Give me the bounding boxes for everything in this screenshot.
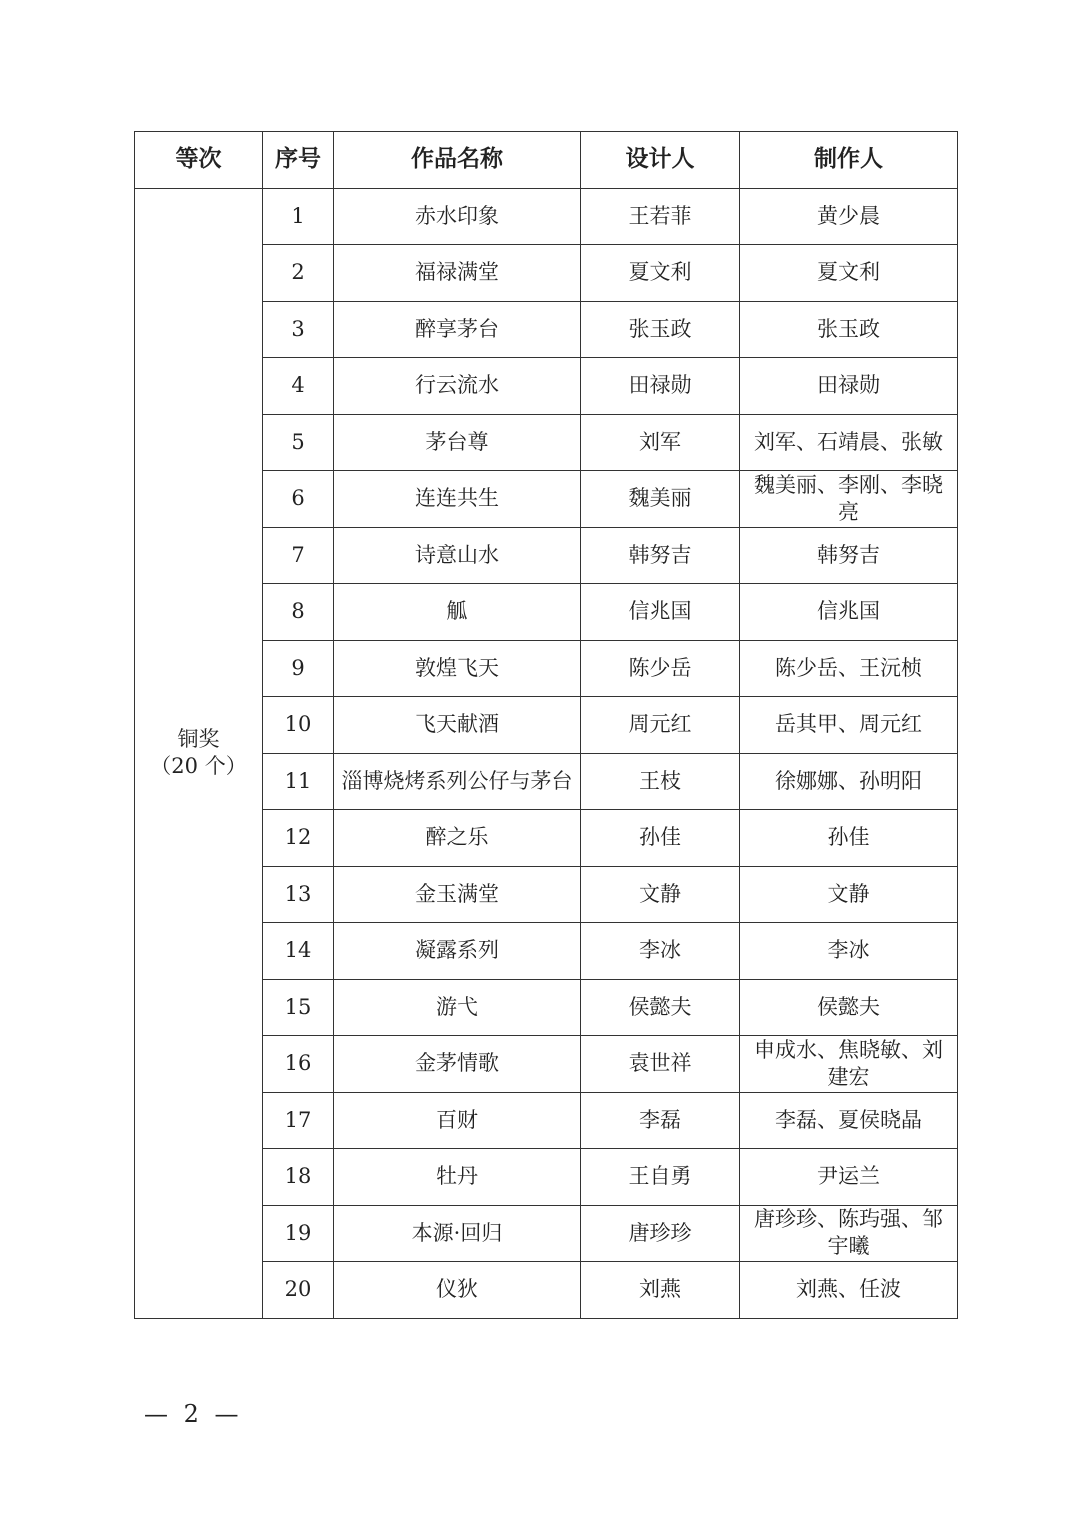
header-grade: 等次 bbox=[135, 132, 263, 189]
row-number: 5 bbox=[263, 414, 334, 471]
work-title: 金茅情歌 bbox=[334, 1036, 581, 1093]
row-number: 19 bbox=[263, 1205, 334, 1262]
work-title: 凝露系列 bbox=[334, 923, 581, 980]
designer: 刘军 bbox=[581, 414, 740, 471]
row-number: 9 bbox=[263, 640, 334, 697]
maker: 岳其甲、周元红 bbox=[740, 697, 958, 754]
maker: 陈少岳、王沅桢 bbox=[740, 640, 958, 697]
designer: 田禄勋 bbox=[581, 358, 740, 415]
maker: 黄少晨 bbox=[740, 188, 958, 245]
row-number: 14 bbox=[263, 923, 334, 980]
table-header-row bbox=[135, 132, 958, 189]
work-title: 诗意山水 bbox=[334, 527, 581, 584]
designer: 张玉政 bbox=[581, 301, 740, 358]
maker: 韩努吉 bbox=[740, 527, 958, 584]
work-title: 游弋 bbox=[334, 979, 581, 1036]
work-title: 淄博烧烤系列公仔与茅台 bbox=[334, 753, 581, 810]
header-title: 作品名称 bbox=[334, 132, 581, 189]
maker: 李冰 bbox=[740, 923, 958, 980]
work-title: 敦煌飞天 bbox=[334, 640, 581, 697]
table-row bbox=[135, 188, 958, 245]
maker: 张玉政 bbox=[740, 301, 958, 358]
work-title: 仪狄 bbox=[334, 1262, 581, 1319]
work-title: 觚 bbox=[334, 584, 581, 641]
row-number: 18 bbox=[263, 1149, 334, 1206]
work-title: 赤水印象 bbox=[334, 188, 581, 245]
maker: 魏美丽、李刚、李晓亮 bbox=[740, 471, 958, 528]
designer: 魏美丽 bbox=[581, 471, 740, 528]
work-title: 醉之乐 bbox=[334, 810, 581, 867]
header-maker: 制作人 bbox=[740, 132, 958, 189]
designer: 陈少岳 bbox=[581, 640, 740, 697]
designer: 王若菲 bbox=[581, 188, 740, 245]
maker: 唐珍珍、陈玙强、邹宇曦 bbox=[740, 1205, 958, 1262]
maker: 徐娜娜、孙明阳 bbox=[740, 753, 958, 810]
maker: 李磊、夏侯晓晶 bbox=[740, 1092, 958, 1149]
work-title: 百财 bbox=[334, 1092, 581, 1149]
maker: 信兆国 bbox=[740, 584, 958, 641]
row-number: 17 bbox=[263, 1092, 334, 1149]
maker: 申成水、焦晓敏、刘建宏 bbox=[740, 1036, 958, 1093]
work-title: 福禄满堂 bbox=[334, 245, 581, 302]
work-title: 行云流水 bbox=[334, 358, 581, 415]
row-number: 11 bbox=[263, 753, 334, 810]
designer: 孙佳 bbox=[581, 810, 740, 867]
row-number: 4 bbox=[263, 358, 334, 415]
row-number: 1 bbox=[263, 188, 334, 245]
work-title: 金玉满堂 bbox=[334, 866, 581, 923]
work-title: 醉享茅台 bbox=[334, 301, 581, 358]
maker: 尹运兰 bbox=[740, 1149, 958, 1206]
designer: 王枝 bbox=[581, 753, 740, 810]
row-number: 10 bbox=[263, 697, 334, 754]
work-title: 茅台尊 bbox=[334, 414, 581, 471]
maker: 田禄勋 bbox=[740, 358, 958, 415]
awards-table bbox=[134, 131, 958, 1319]
maker: 孙佳 bbox=[740, 810, 958, 867]
work-title: 飞天献酒 bbox=[334, 697, 581, 754]
row-number: 15 bbox=[263, 979, 334, 1036]
designer: 李冰 bbox=[581, 923, 740, 980]
row-number: 2 bbox=[263, 245, 334, 302]
header-designer: 设计人 bbox=[581, 132, 740, 189]
header-number: 序号 bbox=[263, 132, 334, 189]
designer: 信兆国 bbox=[581, 584, 740, 641]
page-number: — 2 — bbox=[144, 1400, 243, 1428]
work-title: 牡丹 bbox=[334, 1149, 581, 1206]
designer: 韩努吉 bbox=[581, 527, 740, 584]
designer: 袁世祥 bbox=[581, 1036, 740, 1093]
row-number: 6 bbox=[263, 471, 334, 528]
maker: 刘燕、任波 bbox=[740, 1262, 958, 1319]
maker: 刘军、石靖晨、张敏 bbox=[740, 414, 958, 471]
designer: 李磊 bbox=[581, 1092, 740, 1149]
row-number: 13 bbox=[263, 866, 334, 923]
designer: 侯懿夫 bbox=[581, 979, 740, 1036]
row-number: 20 bbox=[263, 1262, 334, 1319]
maker: 侯懿夫 bbox=[740, 979, 958, 1036]
designer: 刘燕 bbox=[581, 1262, 740, 1319]
row-number: 8 bbox=[263, 584, 334, 641]
award-grade-cell bbox=[135, 188, 263, 1318]
work-title: 连连共生 bbox=[334, 471, 581, 528]
designer: 文静 bbox=[581, 866, 740, 923]
designer: 周元红 bbox=[581, 697, 740, 754]
row-number: 7 bbox=[263, 527, 334, 584]
table-body bbox=[135, 188, 958, 1318]
award-name: 铜奖 bbox=[177, 727, 220, 751]
row-number: 16 bbox=[263, 1036, 334, 1093]
row-number: 12 bbox=[263, 810, 334, 867]
work-title: 本源·回归 bbox=[334, 1205, 581, 1262]
maker: 夏文利 bbox=[740, 245, 958, 302]
maker: 文静 bbox=[740, 866, 958, 923]
award-count: （20 个） bbox=[150, 754, 247, 778]
designer: 唐珍珍 bbox=[581, 1205, 740, 1262]
designer: 王自勇 bbox=[581, 1149, 740, 1206]
row-number: 3 bbox=[263, 301, 334, 358]
designer: 夏文利 bbox=[581, 245, 740, 302]
